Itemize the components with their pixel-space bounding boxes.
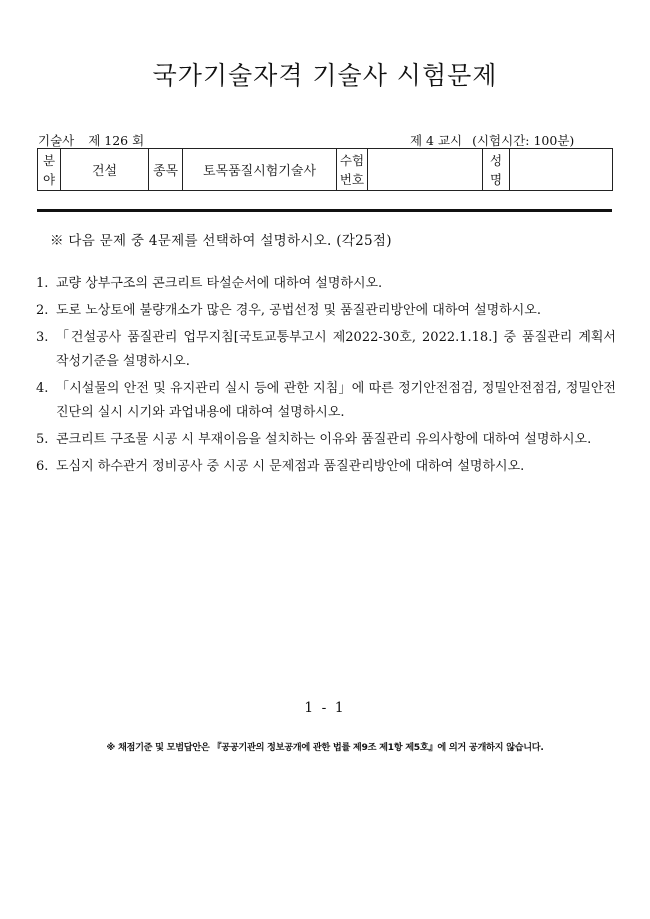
page-title: 국가기술자격 기술사 시험문제 [152,61,498,90]
category-value: 토목품질시험기술사 [183,149,337,191]
question-item [36,428,616,452]
exam-number-label-line2: 번호 [339,171,365,187]
question-number: 4. [36,381,49,396]
field-label-line2: 야 [42,171,56,187]
question-item [36,377,616,425]
question-number: 2. [36,303,49,318]
exam-number-label-line1: 수험 [339,152,365,168]
question-number: 1. [36,276,49,291]
question-text: 도로 노상토에 불량개소가 많은 경우, 공법선정 및 품질관리방안에 대하여 설명하시오. [56,303,541,318]
exam-round: 제 126 회 [88,133,145,148]
field-label-line1: 분 [42,152,56,168]
question-text: 콘크리트 구조물 시공 시 부재이음을 설치하는 이유와 품질관리 유의사항에 대하여 설명하시오. [56,432,592,447]
exam-type: 기술사 [38,133,75,148]
exam-meta-left [38,131,154,149]
name-label-cell [483,149,510,191]
question-item [36,299,616,323]
name-label-line2: 명 [489,171,503,187]
question-number: 5. [36,432,49,447]
exam-session: 제 4 교시 [410,133,463,148]
disclosure-footnote: ※ 채점기준 및 모범답안은 『공공기관의 정보공개에 관한 법률 제9조 제1항 제5호』에 의거 공개하지 않습니다. [106,742,544,753]
exam-meta-right [410,131,580,149]
category-label: 종목 [149,149,183,191]
question-text: 「시설물의 안전 및 유지관리 실시 등에 관한 지침」에 따른 정기안전점검, 정밀안전점검, 정밀안전진단의 실시 시기와 과업내용에 대하여 설명하시오. [56,381,616,420]
question-item [36,326,616,374]
question-list [36,272,616,479]
question-text: 교량 상부구조의 콘크리트 타설순서에 대하여 설명하시오. [56,276,383,291]
question-item [36,455,616,479]
instruction: ※ 다음 문제 중 4문제를 선택하여 설명하시오. (각25점) [50,233,392,249]
divider [37,209,612,212]
question-number: 6. [36,459,49,474]
question-item [36,272,616,296]
exam-number-label-cell [337,149,368,191]
question-number: 3. [36,330,49,345]
exam-info-table [37,148,613,191]
page-number: 1 - 1 [304,700,346,716]
name-field[interactable] [510,149,613,191]
exam-time: (시험시간: 100분) [472,133,575,148]
question-text: 도심지 하수관거 정비공사 중 시공 시 문제점과 품질관리방안에 대하여 설명하시오. [56,459,525,474]
field-value: 건설 [61,149,149,191]
name-label-line1: 성 [489,152,503,168]
exam-number-field[interactable] [368,149,483,191]
question-text: 「건설공사 품질관리 업무지침[국토교통부고시 제2022-30호, 2022.1.18.] 중 품질관리 계획서 작성기준을 설명하시오. [56,330,616,369]
field-label-cell [38,149,61,191]
